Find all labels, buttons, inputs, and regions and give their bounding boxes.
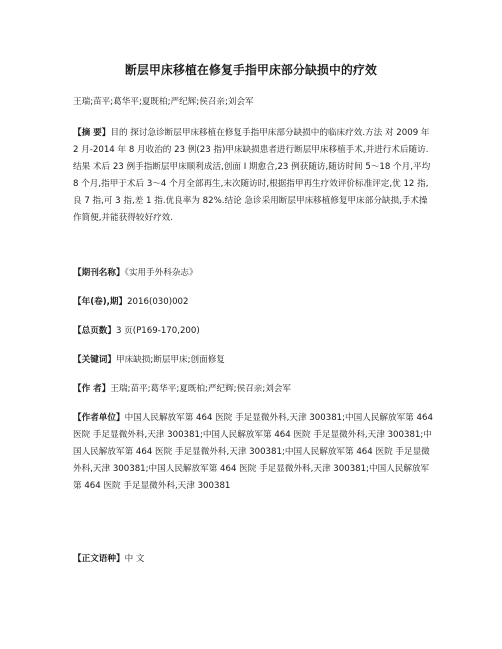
- author-line: 王瑞;苗平;葛华平;夏既柏;严纪辉;侯召亲;刘会军: [73, 97, 254, 107]
- language-value: 中 文: [124, 554, 145, 564]
- keywords-label: 【关键词】: [73, 355, 116, 365]
- year-issue-field: [73, 294, 435, 311]
- keywords-value: 甲床缺损;断层甲床;创面修复: [115, 355, 225, 365]
- author-field: [73, 381, 435, 398]
- abstract-label: 【摘 要】: [73, 128, 111, 138]
- pages-field: [73, 323, 435, 340]
- pages-label: 【总页数】: [73, 326, 116, 336]
- affiliation-label: 【作者单位】: [73, 413, 125, 423]
- author-value: 王瑞;苗平;葛华平;夏既柏;严纪辉;侯召亲;刘会军: [110, 384, 292, 394]
- journal-field: [73, 265, 435, 282]
- author-label: 【作 者】: [73, 384, 111, 394]
- journal-label: 【期刊名称】: [73, 268, 125, 278]
- keywords-field: [73, 352, 435, 369]
- affiliation-value: 中国人民解放军第 464 医院 手足显微外科,天津 300381;中国人民解放军第 464 医院 手足显微外科,天津 300381;中国人民解放军第 464 医院 手足显微外科,天津 300381;中国人民解放军第 464 医院 手足显微外科,天津 300381;中国人民解放军第 464 医院 手足显微外科,天津 300381;中国人民解放军第 464 医院 手足显微外科,天津 300381;中国人民解放军第 464 医院 手足显微外科,天津 300381: [73, 413, 433, 491]
- journal-value: 《实用手外科杂志》: [124, 268, 198, 278]
- article-title: 断层甲床移植在修复手指甲床部分缺损中的疗效: [125, 63, 377, 77]
- year-issue-value: 2016(030)002: [127, 297, 189, 307]
- pages-value: 3 页(P169-170,200): [115, 326, 200, 336]
- abstract-text: 目的 探讨急诊断层甲床移植在修复手指甲床部分缺损中的临床疗效.方法 对 2009 年 2 月-2014 年 8 月收治的 23 例(23 指)甲床缺损患者进行断层甲床移植手术,并进行术后随访.结果 术后 23 例手指断层甲床顺利成活,创面 I 期愈合,23 例获随访,随访时间 5～18 个月,平均 8 个月,指甲于术后 3～4 个月全部再生,末次随访时,根据指甲再生疗效评价标准评定,优 12 指,良 7 指,可 3 指,差 1 指.优良率为 82%.结论 急诊采用断层甲床移植修复甲床部分缺损,手术操作简便,并能获得较好疗效.: [73, 128, 431, 223]
- affiliation-field: [73, 410, 435, 495]
- language-label: 【正文语种】: [73, 554, 125, 564]
- language-field: [73, 551, 435, 568]
- year-issue-label: 【年(卷),期】: [73, 297, 128, 307]
- abstract-block: [73, 125, 435, 227]
